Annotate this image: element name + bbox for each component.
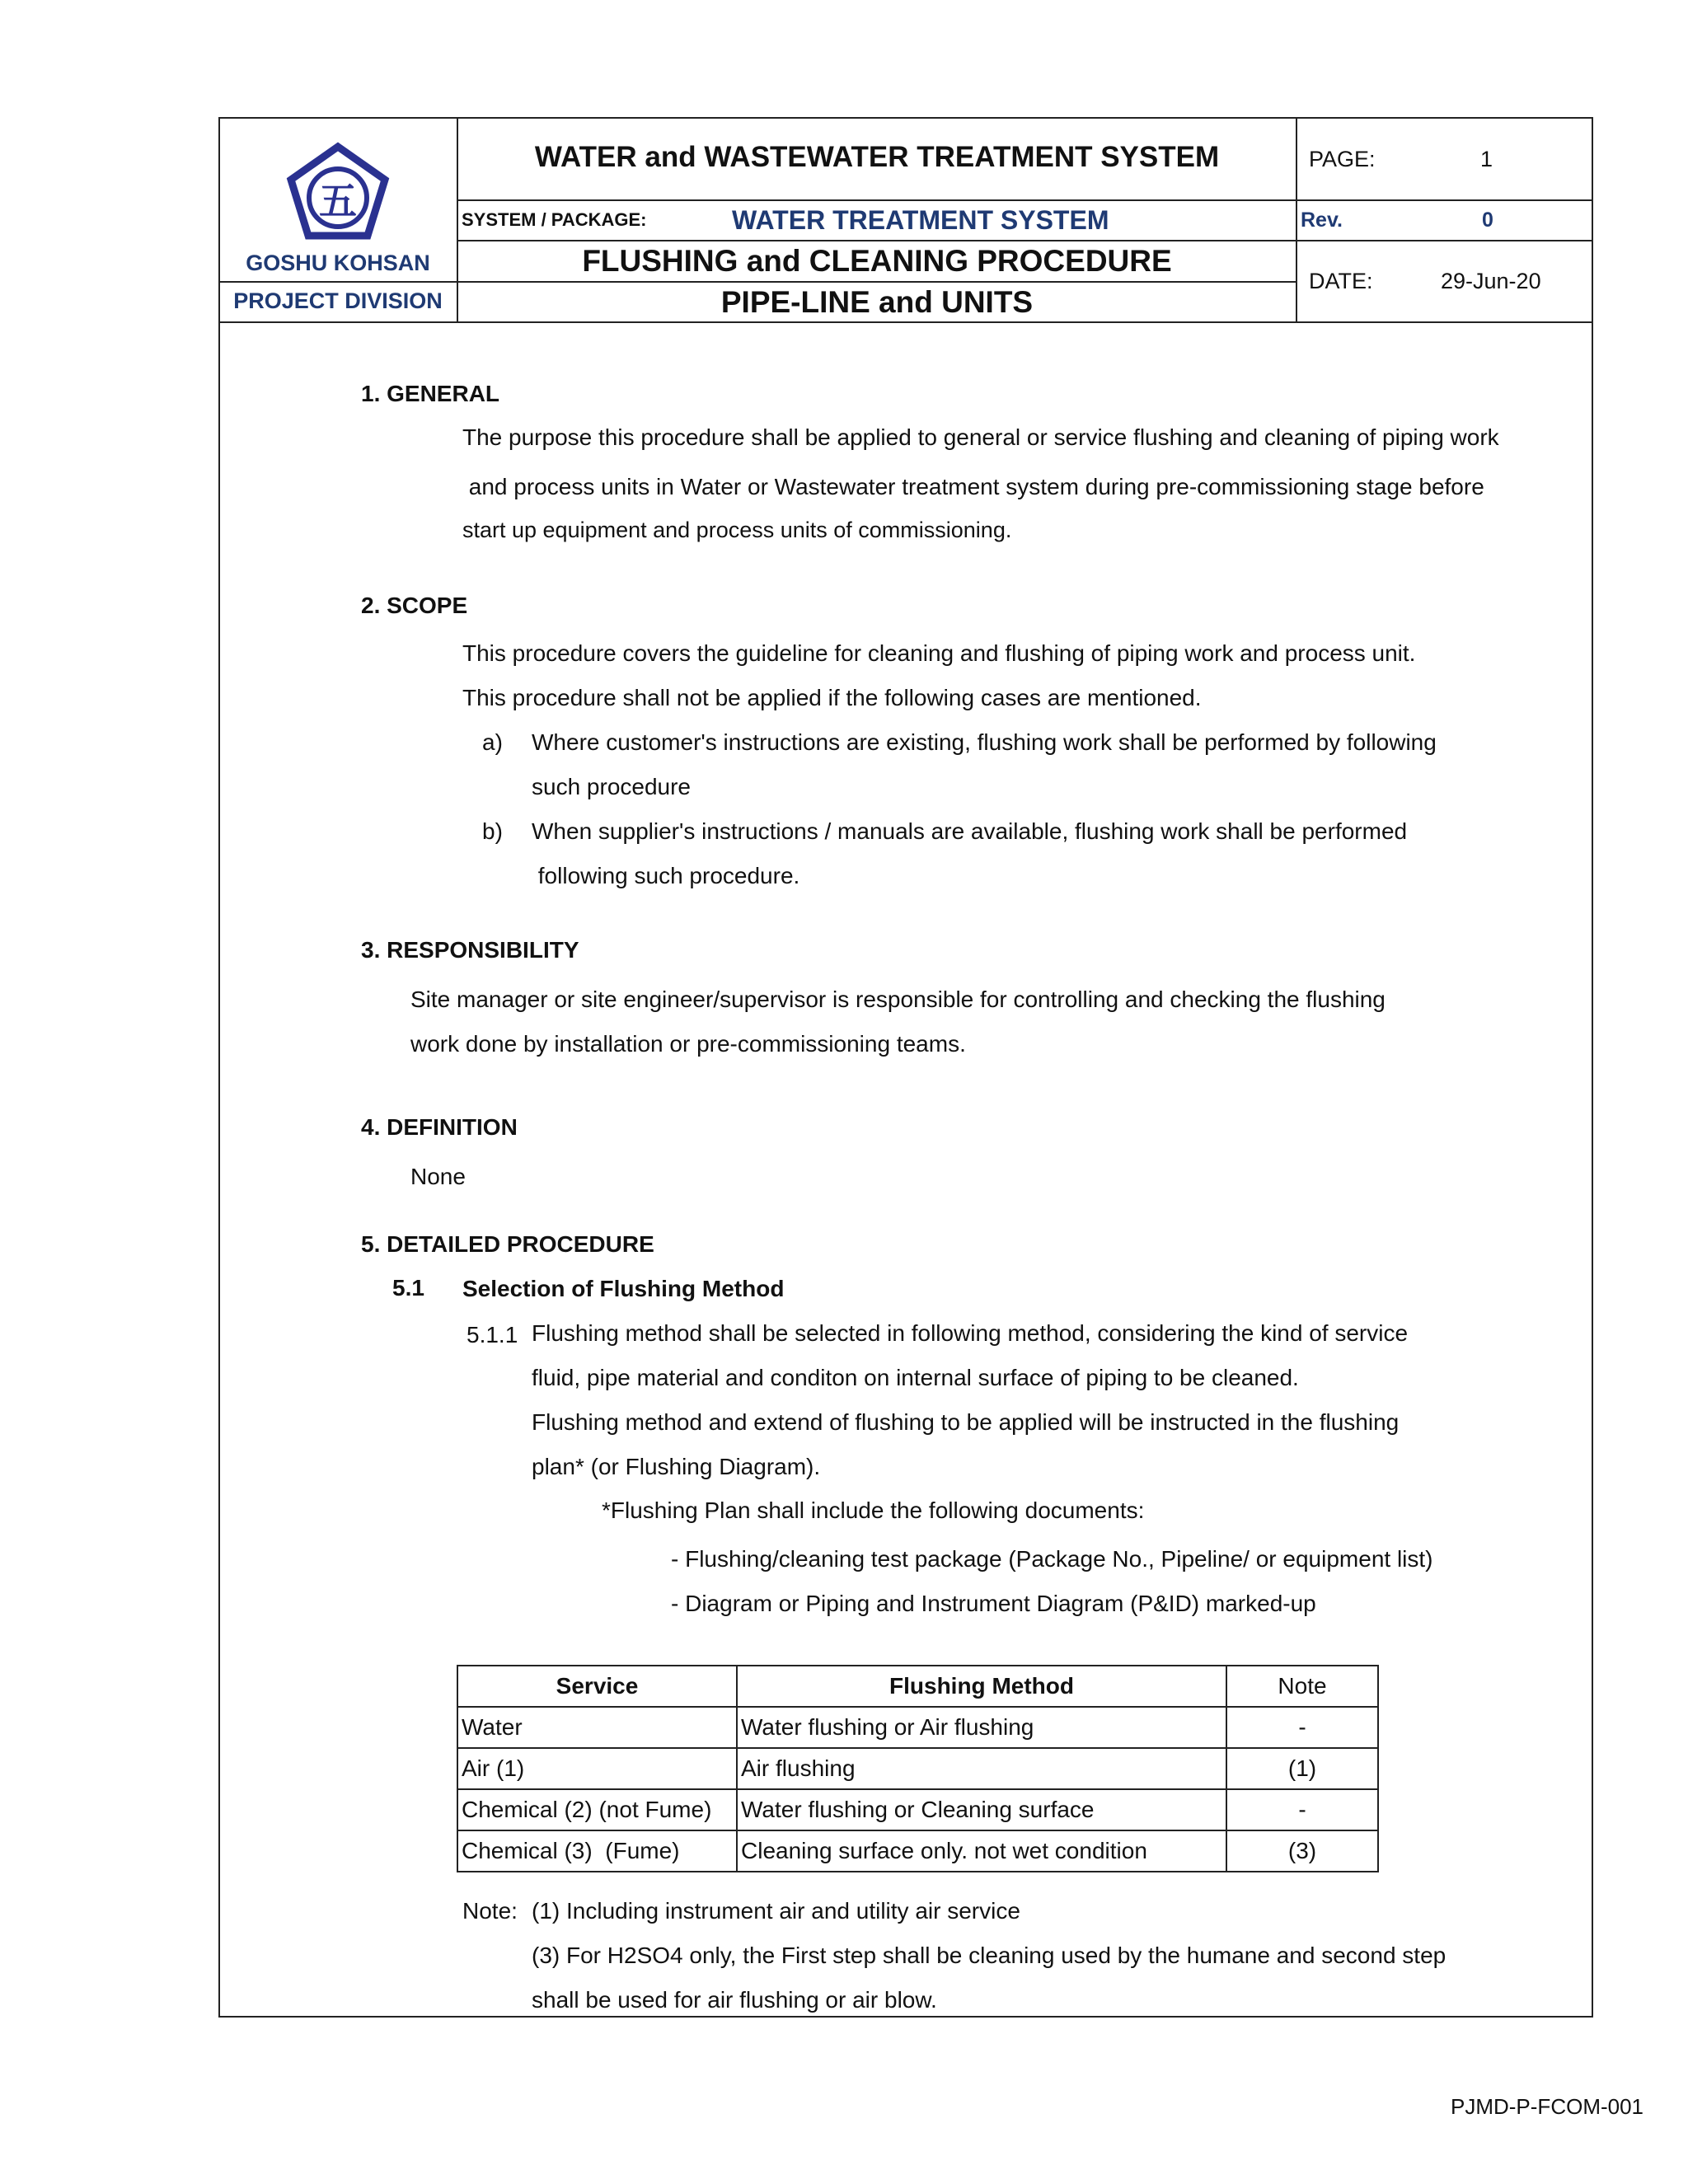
table-cell-note: -	[1226, 1789, 1378, 1830]
section-definition-heading: 4. DEFINITION	[361, 1114, 518, 1140]
table-row	[457, 1830, 1378, 1872]
header-divider-right	[1296, 117, 1297, 323]
scope-b-line-2: following such procedure.	[532, 863, 800, 888]
procedure-line-4: plan* (or Flushing Diagram).	[532, 1454, 821, 1479]
table-cell-note: (3)	[1226, 1830, 1378, 1872]
note-3-line-2: shall be used for air flushing or air blow.	[532, 1987, 937, 2013]
table-header-note: Note	[1226, 1666, 1378, 1707]
flushing-plan-item-2: - Diagram or Piping and Instrument Diagram (P&ID) marked-up	[671, 1591, 1316, 1616]
table-cell-service: Chemical (2) (not Fume)	[457, 1789, 737, 1830]
notes-label: Note:	[462, 1898, 518, 1924]
rev-value: 0	[1482, 209, 1493, 232]
table-header-service: Service	[457, 1666, 737, 1707]
table-cell-method: Water flushing or Air flushing	[737, 1707, 1226, 1748]
scope-line-2: This procedure shall not be applied if the following cases are mentioned.	[462, 685, 1202, 710]
flushing-method-table	[457, 1665, 1379, 1872]
scope-a-line-2: such procedure	[532, 774, 692, 799]
date-label: DATE:	[1309, 269, 1373, 293]
logo-glyph: 五	[319, 179, 357, 223]
table-cell-service: Water	[457, 1707, 737, 1748]
table-header-row	[457, 1666, 1378, 1707]
system-label: SYSTEM / PACKAGE:	[462, 209, 647, 230]
company-logo	[286, 142, 390, 242]
flushing-plan-item-1: - Flushing/cleaning test package (Package No., Pipeline/ or equipment list)	[671, 1546, 1433, 1572]
definition-text: None	[410, 1164, 466, 1189]
table-row	[457, 1748, 1378, 1789]
note-3-line-1: (3) For H2SO4 only, the First step shall be cleaning used by the humane and second step	[532, 1943, 1447, 1968]
main-title: WATER and WASTEWATER TREATMENT SYSTEM	[534, 141, 1220, 173]
scope-b-line-1: When supplier's instructions / manuals are available, flushing work shall be performed	[532, 818, 1408, 844]
document-code: PJMD-P-FCOM-001	[1451, 2094, 1644, 2119]
subsection-number: 5.1	[392, 1275, 424, 1301]
table-cell-method: Cleaning surface only. not wet condition	[737, 1830, 1226, 1872]
table-cell-service: Air (1)	[457, 1748, 737, 1789]
general-line-3: start up equipment and process units of commissioning.	[462, 518, 1012, 542]
general-line-1: The purpose this procedure shall be applied to general or service flushing and cleaning of piping work	[462, 424, 1499, 450]
note-1: (1) Including instrument air and utility air service	[532, 1898, 1020, 1924]
section-general-heading: 1. GENERAL	[361, 381, 500, 406]
table-row	[457, 1707, 1378, 1748]
header-bottom-border	[218, 321, 1593, 323]
header-row-line-1	[457, 199, 1593, 201]
section-procedure-heading: 5. DETAILED PROCEDURE	[361, 1231, 654, 1257]
scope-a-marker: a)	[482, 729, 503, 755]
doc-title-line1: FLUSHING and CLEANING PROCEDURE	[582, 244, 1172, 278]
responsibility-line-1: Site manager or site engineer/supervisor is responsible for controlling and checking the flushing	[410, 987, 1386, 1012]
responsibility-line-2: work done by installation or pre-commissioning teams.	[410, 1031, 966, 1057]
page-label: PAGE:	[1309, 147, 1376, 171]
page-value: 1	[1480, 147, 1493, 171]
rev-label: Rev.	[1301, 209, 1343, 232]
company-name: GOSHU KOHSAN	[246, 251, 430, 275]
table-row	[457, 1789, 1378, 1830]
procedure-line-2: fluid, pipe material and conditon on internal surface of piping to be cleaned.	[532, 1365, 1299, 1390]
table-cell-note: (1)	[1226, 1748, 1378, 1789]
procedure-line-1: Flushing method shall be selected in following method, considering the kind of service	[532, 1320, 1409, 1346]
table-cell-method: Water flushing or Cleaning surface	[737, 1789, 1226, 1830]
subsection-title: Selection of Flushing Method	[462, 1276, 785, 1301]
header-row-line-2	[457, 240, 1593, 241]
table-cell-service: Chemical (3) (Fume)	[457, 1830, 737, 1872]
item-number: 5.1.1	[467, 1322, 518, 1347]
doc-title-line2: PIPE-LINE and UNITS	[720, 285, 1034, 319]
date-value: 29-Jun-20	[1441, 269, 1541, 293]
header-row-line-3	[218, 281, 1297, 283]
division-name: PROJECT DIVISION	[233, 288, 443, 313]
table-header-method: Flushing Method	[737, 1666, 1226, 1707]
table-cell-note: -	[1226, 1707, 1378, 1748]
scope-line-1: This procedure covers the guideline for cleaning and flushing of piping work and process unit.	[462, 640, 1416, 666]
scope-b-marker: b)	[482, 818, 503, 844]
flushing-plan-note: *Flushing Plan shall include the following documents:	[602, 1497, 1145, 1523]
procedure-line-3: Flushing method and extend of flushing to be applied will be instructed in the flushing	[532, 1409, 1400, 1435]
scope-a-line-1: Where customer's instructions are existing, flushing work shall be performed by following	[532, 729, 1437, 755]
general-line-2: and process units in Water or Wastewater treatment system during pre-commissioning stage before	[462, 474, 1484, 499]
table-cell-method: Air flushing	[737, 1748, 1226, 1789]
section-responsibility-heading: 3. RESPONSIBILITY	[361, 937, 579, 963]
system-value: WATER TREATMENT SYSTEM	[732, 205, 1109, 235]
section-scope-heading: 2. SCOPE	[361, 593, 468, 618]
